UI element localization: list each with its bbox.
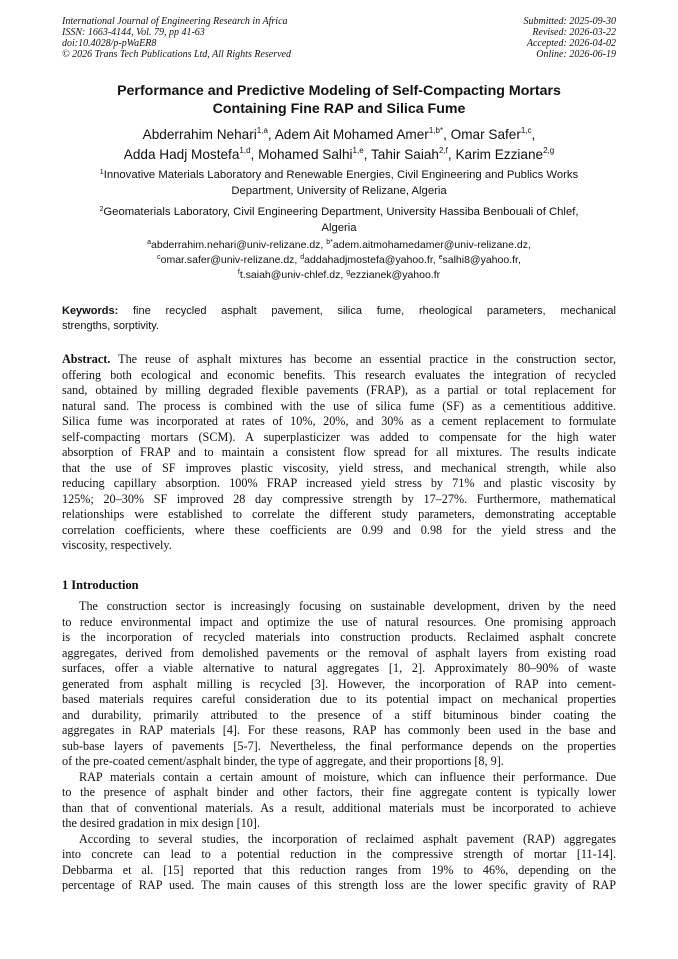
abstract-line: [62, 352, 616, 368]
author-emails: [62, 238, 616, 283]
abstract-line: 125%; 20–30% SF improved 28 day compressive strength by 17–27%. Furthermore, mathematical: [62, 491, 616, 506]
journal-issn: ISSN: 1663-4144, Vol. 79, pp 41-63: [62, 27, 205, 38]
date-online: Online: 2026-06-19: [536, 49, 616, 60]
keywords-label: Keywords:: [62, 305, 119, 317]
email-link[interactable]: t.saiah@univ-chlef.dz,: [239, 269, 347, 281]
abstract-line: offering both ecological and economic benefits. This research evaluates the integration of recycled: [62, 367, 616, 382]
affiliation-text: Innovative Materials Laboratory and Renewable Energies, Civil Engineering and Publics Works: [103, 169, 579, 181]
author-superscript: 1,a: [256, 126, 268, 135]
email-link[interactable]: addahadjmostefa@yahoo.fr,: [304, 254, 439, 266]
author-name: Abderrahim Nehari: [142, 127, 257, 142]
body-line: and durability, primarily attributed to the presence of a stiff bituminous binder coating the: [62, 707, 616, 722]
email-line: [62, 253, 616, 268]
body-line: Debbarma et al. [15] reported that this reduction ranges from 19% to 46%, depending on the: [62, 862, 616, 877]
introduction-body: [62, 599, 616, 894]
body-line: sub-base layers of pavements [5-7]. Nevertheless, the final performance depends on the properties: [62, 738, 616, 753]
email-link[interactable]: omar.safer@univ-relizane.dz,: [160, 254, 301, 266]
author-superscript: 1,b*: [428, 126, 444, 135]
body-line: into concrete can lead to a potential reduction in the compressive strength of mortar [11-14].: [62, 847, 616, 861]
abstract-line: sand, obtained by milling degraded flexible pavements (FRAP), as a partial or total replacement for: [62, 383, 616, 397]
body-line: aggregates, derived from demolished pavements or the removal of asphalt layers from existing road: [62, 645, 616, 660]
affiliation-line: Department, University of Relizane, Algeria: [231, 185, 447, 197]
abstract-line: relationships were established to correlate the different study parameters, demonstrating acceptable: [62, 507, 616, 521]
body-line: is the incorporation of recycled materials into construction products. Reclaimed asphalt concrete: [62, 630, 616, 644]
date-submitted: Submitted: 2025-09-30: [523, 16, 616, 27]
paper-title-line: Performance and Predictive Modeling of Self-Compacting Mortars: [117, 83, 561, 99]
abstract-line: absorption of FRAP and to maintain a consistent flow spread for all mixtures. The results indicate: [62, 445, 616, 459]
abstract-line: viscosity, respectively.: [62, 538, 172, 552]
body-line: based materials requires careful consideration due to its potential impact on mechanical properties: [62, 692, 616, 706]
email-superscript: a: [147, 239, 152, 246]
author-line: [40, 145, 638, 165]
email-superscript: e: [438, 254, 443, 261]
author-superscript: 2,f: [438, 146, 448, 155]
email-link[interactable]: adem.aitmohamedamer@univ-relizane.dz,: [332, 239, 531, 251]
abstract-line: natural sand. The process is combined with the use of silica fume (SF) as a cementitious additive.: [62, 398, 616, 413]
abstract-line: reducing capillary absorption. 100% FRAP increased yield stress by 71% and plastic viscosity by: [62, 476, 616, 490]
email-superscript: g: [346, 269, 351, 276]
section-heading-introduction: 1 Introduction: [62, 578, 139, 592]
body-line: the desired gradation in mix design [10].: [62, 816, 260, 830]
affiliation-2: [62, 204, 616, 236]
keywords-section: [62, 304, 616, 334]
body-line: RAP materials contain a certain amount of moisture, which can influence their performance. Due: [79, 769, 616, 784]
author-superscript: 1,d: [239, 146, 251, 155]
date-revised: Revised: 2026-03-22: [532, 27, 616, 38]
author-list: [40, 125, 638, 165]
abstract-section: [62, 352, 616, 554]
journal-header-right: [416, 16, 616, 60]
journal-copyright: © 2026 Trans Tech Publications Ltd, All Rights Reserved: [62, 49, 291, 60]
author-name: , Tahir Saiah: [363, 147, 439, 162]
email-superscript: f: [237, 269, 240, 276]
body-line: than that of conventional materials. As a result, additional materials must be incorporated to achieve: [62, 800, 616, 815]
paper-title-line: Containing Fine RAP and Silica Fume: [212, 101, 466, 117]
email-line: [62, 238, 616, 253]
keywords-line: [62, 304, 616, 319]
author-separator: ,: [531, 127, 536, 142]
abstract-line: correlation coefficients, where these coefficients are 0.99 and 0.98 for the yield stress and the: [62, 522, 616, 537]
body-line: surfaces, offer a viable alternative to natural aggregates [1, 2]. Approximately 80–90% of waste: [62, 661, 616, 675]
paper-title: [60, 82, 618, 118]
affiliation-superscript: 1: [99, 169, 104, 176]
abstract-line: Silica fume was incorporated at rates of 10%, 20%, and 30% as a cement replacement to formulate: [62, 414, 616, 428]
email-superscript: c: [157, 254, 161, 261]
email-superscript: b*: [326, 239, 333, 246]
author-name: , Karim Ezziane: [447, 147, 544, 162]
abstract-text: The reuse of asphalt mixtures has become an essential practice in the construction sector,: [110, 352, 616, 366]
journal-name: International Journal of Engineering Research in Africa: [62, 16, 288, 27]
author-line: [40, 125, 638, 145]
email-link[interactable]: abderrahim.nehari@univ-relizane.dz,: [151, 239, 327, 251]
body-line: of the pre-coated cement/asphalt binder, the type of aggregate, and their proportions [8, 9].: [62, 754, 504, 768]
body-line: percentage of RAP used. The main causes of this strength loss are the lower specific gravity of RAP: [62, 878, 616, 892]
abstract-label: Abstract.: [62, 352, 111, 366]
body-line: aggregates in RAP materials [4]. For these reasons, RAP has commonly been used in the base and: [62, 723, 616, 737]
email-link[interactable]: salhi8@yahoo.fr,: [442, 254, 521, 266]
keywords-line: strengths, sorptivity.: [62, 320, 159, 332]
date-accepted: Accepted: 2026-04-02: [526, 38, 616, 49]
author-name: Adda Hadj Mostefa: [123, 147, 240, 162]
abstract-line: self-compacting mortars (SCM). A superplasticizer was added to compensate for the high water: [62, 429, 616, 444]
email-link[interactable]: ezzianek@yahoo.fr: [350, 269, 441, 281]
author-name: , Omar Safer: [443, 127, 521, 142]
keywords-text: fine recycled asphalt pavement, silica fume, rheological parameters, mechanical: [118, 305, 616, 317]
body-line: to reduce environmental impact and optimize the use of natural resources. One promising approach: [62, 614, 616, 629]
journal-doi[interactable]: doi:10.4028/p-pWaER8: [62, 38, 157, 49]
affiliation-1: [62, 167, 616, 199]
affiliation-line: Algeria: [321, 222, 357, 234]
author-name: , Mohamed Salhi: [250, 147, 353, 162]
affiliation-superscript: 2: [99, 206, 104, 213]
body-line: According to several studies, the incorporation of reclaimed asphalt pavement (RAP) aggregates: [79, 831, 616, 846]
email-superscript: d: [300, 254, 305, 261]
body-line: generated from asphalt milling is recycled [3]. However, the incorporation of RAP into cement-: [62, 676, 616, 691]
body-line: to the presence of asphalt binder and other factors, their fine aggregate content is typically lower: [62, 785, 616, 799]
affiliation-line: [62, 204, 616, 220]
author-name: , Adem Ait Mohamed Amer: [267, 127, 429, 142]
email-line: [62, 268, 616, 283]
body-line: The construction sector is increasingly focusing on sustainable development, driven by the need: [79, 599, 616, 613]
affiliation-line: [62, 167, 616, 183]
author-superscript: 2,g: [543, 146, 555, 155]
author-superscript: 1,e: [352, 146, 364, 155]
journal-header-left: [62, 16, 362, 60]
author-superscript: 1,c: [520, 126, 532, 135]
affiliation-text: Geomaterials Laboratory, Civil Engineering Department, University Hassiba Benbouali of Chlef,: [103, 206, 579, 218]
abstract-line: that the use of SF improves plastic viscosity, yield stress, and mechanical strength, while also: [62, 460, 616, 475]
